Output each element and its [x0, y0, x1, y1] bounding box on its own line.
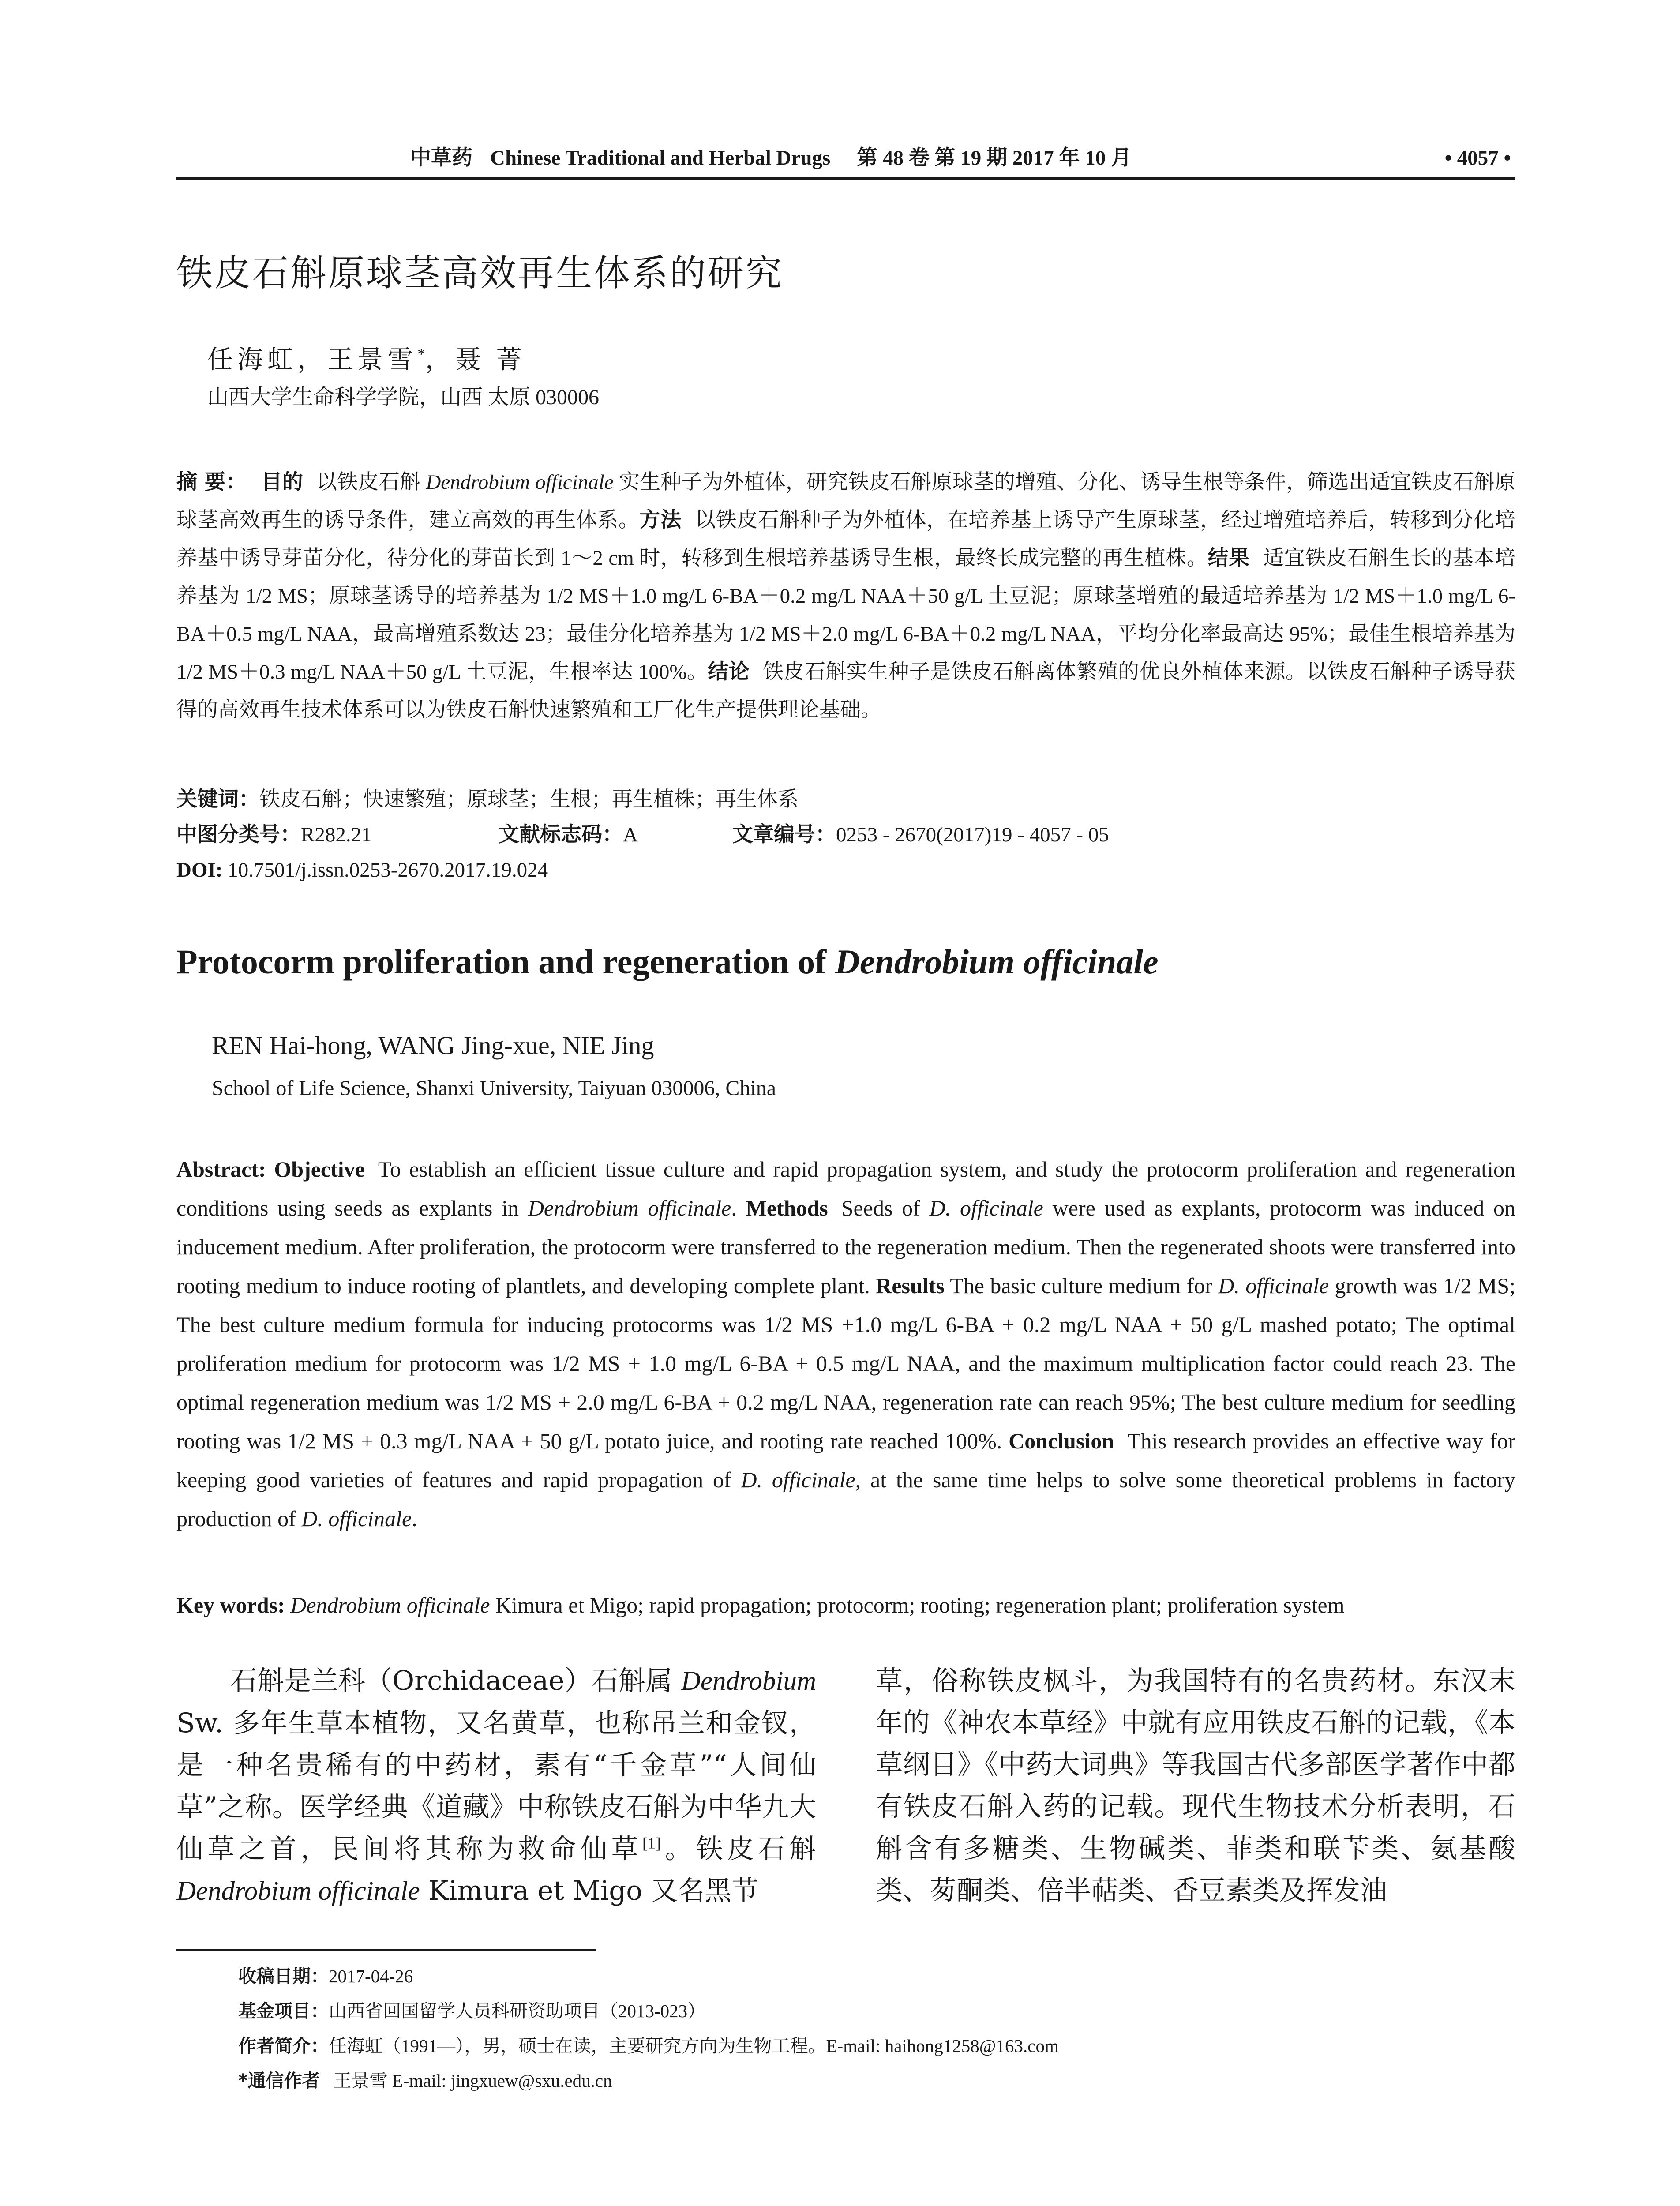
- results-text-tail-en: growth was 1/2 MS; The best culture medium formula for inducing protocorms was 1/2 MS +1.0 mg/L 6-BA + 0.2 mg/L NAA + 50 g/L mashed potato; The optimal proliferation medium for protocorm was 1/2 MS + 1.0 mg/L 6-BA + 0.5 mg/L NAA, and the maximum multiplication factor could reach 23. The optimal regeneration medium was 1/2 MS + 2.0 mg/L 6-BA + 0.2 mg/L NAA, regeneration rate can reach 95%; The best culture medium for seedling rooting was 1/2 MS + 0.3 mg/L NAA + 50 g/L potato juice, and rooting rate reached 100%.: [176, 1273, 1515, 1453]
- objective-text-tail: 实生种子为外植体，研究铁皮石斛原球茎的增殖、分化、诱导生根等条件，筛选出适宜铁皮石斛原球茎高效再生的诱导条件，建立高效的再生体系。: [176, 471, 1515, 532]
- keywords-text-en: Kimura et Migo; rapid propagation; protocorm; rooting; regeneration plant; proliferation system: [490, 1593, 1345, 1617]
- clc-group: [176, 817, 499, 852]
- conclusion-text-en: This research provides an effective way for keeping good varieties of features and rapid propagation of: [176, 1429, 1515, 1492]
- english-keywords: [176, 1587, 1515, 1623]
- species-name-body: Dendrobium officinale: [176, 1876, 420, 1906]
- keywords-label: 关键词：: [176, 787, 259, 811]
- received-label: 收稿日期：: [238, 1966, 329, 1987]
- keywords-label-en: Key words:: [176, 1593, 285, 1617]
- objective-label-en: Objective: [274, 1157, 365, 1182]
- conclusion-end-en: .: [412, 1506, 417, 1531]
- species-name-en: Dendrobium officinale: [528, 1196, 731, 1220]
- methods-text-en: Seeds of: [841, 1196, 930, 1220]
- footnotes: [238, 1959, 1515, 2098]
- abstract-label: 摘 要：: [176, 470, 247, 494]
- objective-label: 目的: [261, 470, 303, 494]
- chinese-keywords: [176, 782, 1515, 817]
- fund-label: 基金项目：: [238, 2000, 329, 2022]
- footnote-received: [238, 1959, 1515, 1994]
- running-header: [176, 140, 1515, 176]
- results-text: 适宜铁皮石斛生长的基本培养基为 1/2 MS；原球茎诱导的培养基为 1/2 MS＋1.0 mg/L 6-BA＋0.2 mg/L NAA＋50 g/L 土豆泥；原球茎增殖的最适培养基为 1/2 MS＋1.0 mg/L 6-BA＋0.5 mg/L NAA，最高增殖系数达 23；最佳分化培养基为 1/2 MS＋2.0 mg/L 6-BA＋0.2 mg/L NAA，平均分化率最高达 95%；最佳生根培养基为 1/2 MS＋0.3 mg/L NAA＋50 g/L 土豆泥，生根率达 100%。: [176, 547, 1516, 683]
- header-rule: [176, 177, 1515, 180]
- genus-name: Dendrobium: [681, 1666, 816, 1696]
- english-authors: REN Hai-hong, WANG Jing-xue, NIE Jing: [212, 1031, 654, 1060]
- footnote-corresponding: [238, 2063, 1515, 2098]
- doi-label: DOI:: [176, 859, 223, 882]
- corr-text: 王景雪 E-mail: jingxuew@sxu.edu.cn: [333, 2071, 612, 2091]
- chinese-abstract: [176, 463, 1515, 729]
- chinese-affiliation: 山西大学生命科学学院，山西 太原 030006: [207, 386, 600, 409]
- page-number: • 4057 •: [1444, 146, 1511, 169]
- article-no-value: 0253 - 2670(2017)19 - 4057 - 05: [836, 823, 1109, 846]
- journal-name-cn: 中草药: [410, 146, 472, 169]
- doc-code-label: 文献标志码：: [499, 822, 623, 847]
- body-column-left: [176, 1660, 816, 1912]
- english-title-species: Dendrobium officinale: [835, 942, 1159, 981]
- chinese-authors: [207, 336, 1310, 377]
- body-column-right: 草，俗称铁皮枫斗，为我国特有的名贵药材。东汉末年的《神农本草经》中就有应用铁皮石斛的记载，《本草纲目》《中药大词典》等我国古代多部医学著作中都有铁皮石斛入药的记载。现代生物技术分析表明，石斛含有多糖类、生物碱类、菲类和联苄类、氨基酸类、茐酮类、倍半萜类、香豆素类及挥发油: [876, 1665, 1515, 1906]
- received-date: 2017-04-26: [329, 1966, 413, 1986]
- author-names: 任海虹，王景雪: [207, 345, 418, 374]
- objective-text-en: To establish an efficient tissue culture and rapid propagation system, and study the protocorm proliferation and regeneration conditions using seeds as explants in: [176, 1157, 1515, 1220]
- chinese-title: 铁皮石斛原球茎高效再生体系的研究: [176, 252, 784, 294]
- results-label-en: Results: [876, 1273, 945, 1298]
- species-abbr: D. officinale: [741, 1467, 855, 1492]
- abstract-label-en: Abstract:: [176, 1157, 266, 1182]
- doi-value: 10.7501/j.issn.0253-2670.2017.19.024: [228, 859, 548, 882]
- corresponding-mark: *: [417, 345, 426, 363]
- methods-label-en: Methods: [746, 1196, 828, 1220]
- methods-text: 以铁皮石斛种子为外植体，在培养基上诱导产生原球茎，经过增殖培养后，转移到分化培养基中诱导芽苗分化，待分化的芽苗长到 1～2 cm 时，转移到生根培养基诱导生根，最终长成完整的再生植株。: [176, 509, 1516, 570]
- article-no-label: 文章编号：: [732, 822, 836, 847]
- bio-label: 作者简介：: [238, 2035, 329, 2056]
- objective-text: 以铁皮石斛: [316, 471, 426, 494]
- footnote-rule: [176, 1949, 596, 1951]
- fund-text: 山西省回国留学人员科研资助项目（2013-023）: [329, 2001, 706, 2021]
- conclusion-text-mid-en: , at the same time helps to solve some theoretical problems in factory production of: [176, 1467, 1516, 1531]
- english-abstract: [176, 1150, 1515, 1538]
- clc-label: 中图分类号：: [176, 822, 301, 847]
- body-text: 。铁皮石斛: [660, 1833, 816, 1865]
- conclusion-label-en: Conclusion: [1009, 1429, 1114, 1453]
- english-title: [176, 935, 1515, 988]
- article-no-group: [732, 817, 1109, 852]
- issue-info: 第 48 卷 第 19 期 2017 年 10 月: [857, 146, 1132, 169]
- doc-code-group: [499, 817, 732, 852]
- journal-info: [410, 140, 1132, 176]
- species-name: Dendrobium officinale: [426, 471, 614, 494]
- species-abbr: D. officinale: [301, 1506, 412, 1531]
- corr-label: *通信作者: [238, 2070, 320, 2091]
- body-text: 石斛是兰科（Orchidaceae）石斛属: [230, 1665, 681, 1696]
- species-abbr: D. officinale: [1218, 1273, 1329, 1298]
- journal-name-en: Chinese Traditional and Herbal Drugs: [490, 146, 831, 169]
- footnote-fund: [238, 1994, 1515, 2029]
- english-affiliation: School of Life Science, Shanxi University, Taiyuan 030006, China: [212, 1077, 776, 1100]
- citation-ref[interactable]: [1]: [642, 1834, 661, 1852]
- results-label: 结果: [1208, 546, 1250, 570]
- species-abbr: D. officinale: [929, 1196, 1043, 1220]
- keywords-species: Dendrobium officinale: [290, 1593, 490, 1617]
- methods-label: 方法: [639, 508, 682, 532]
- bio-text: 任海虹（1991—），男，硕士在读，主要研究方向为生物工程。E-mail: haihong1258@163.com: [329, 2036, 1059, 2056]
- author-names-tail: ，聂 菁: [425, 345, 526, 374]
- methods-text-tail-en: were used as explants, protocorm was induced on inducement medium. After proliferation, the protocorm were transferred to the regeneration medium. Then the regenerated shoots were transferred into rooting medium to induce rooting of plantlets, and developing complete plant.: [176, 1196, 1515, 1298]
- objective-end-en: .: [731, 1196, 737, 1220]
- clc-value: R282.21: [301, 823, 372, 846]
- classification-line: [176, 817, 1515, 852]
- doc-code-value: A: [623, 823, 638, 846]
- conclusion-text: 铁皮石斛实生种子是铁皮石斛离体繁殖的优良外植体来源。以铁皮石斛种子诱导获得的高效再生技术体系可以为铁皮石斛快速繁殖和工厂化生产提供理论基础。: [176, 660, 1515, 721]
- keywords-text: 铁皮石斛；快速繁殖；原球茎；生根；再生植株；再生体系: [259, 788, 799, 811]
- doi-line: [176, 852, 1515, 888]
- footnote-bio: [238, 2029, 1515, 2063]
- conclusion-label: 结论: [708, 660, 750, 684]
- results-text-en: The basic culture medium for: [950, 1273, 1219, 1298]
- body-text: Sw. 多年生草本植物，又名黄草，也称吊兰和金钗，是一种名贵稀有的中药材，素有“千金草”“人间仙草”之称。医学经典《道藏》中称铁皮石斛为中华九大仙草之首，民间将其称为救命仙草: [176, 1707, 816, 1865]
- english-title-text: Protocorm proliferation and regeneration of: [176, 942, 835, 981]
- body-text: Kimura et Migo 又名黑节: [420, 1875, 759, 1906]
